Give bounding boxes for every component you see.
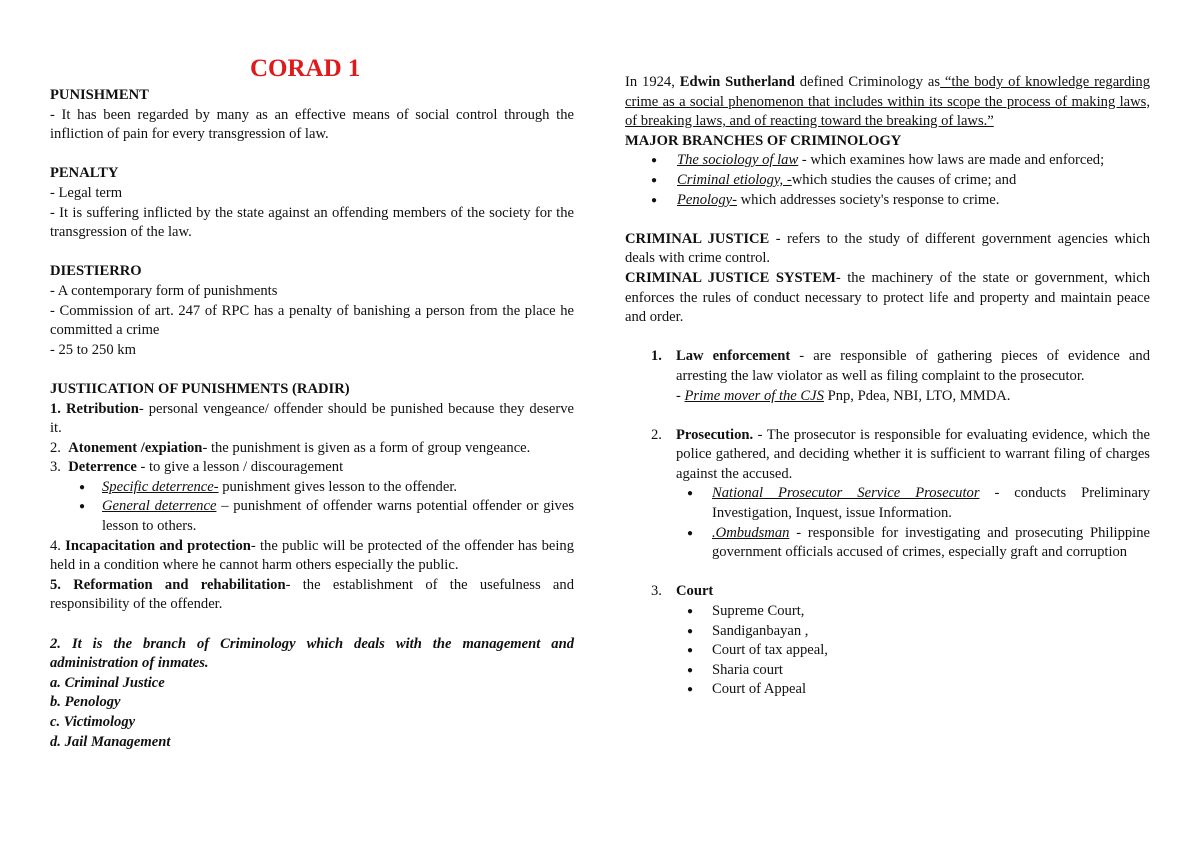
list-item: ● Court of Appeal: [625, 680, 1150, 700]
list-item: ● General deterrence – punishment of offender warns potential offender or gives lesson to others.: [50, 497, 574, 536]
diestierro-line-3: - 25 to 250 km: [50, 341, 136, 358]
justification-item-3: 3. Deterrence - to give a lesson / discouragement: [50, 459, 344, 476]
punishment-heading: PUNISHMENT: [50, 87, 149, 103]
justification-item-4: 4. Incapacitation and protection- the public will be protected of the offender has being held in a condition where he cannot harm others especially the public.: [50, 537, 574, 574]
list-item: ● Specific deterrence- punishment gives lesson to the offender.: [50, 478, 574, 498]
court-list: [625, 602, 1150, 700]
penalty-line-1: - Legal term: [50, 184, 123, 201]
prosecution-list: [625, 484, 1150, 562]
diestierro-line-1: - A contemporary form of punishments: [50, 282, 278, 299]
list-item: ● National Prosecutor Service Prosecutor - conducts Preliminary Investigation, Inquest, issue Information.: [625, 484, 1150, 523]
list-item: ● Criminal etiology, -which studies the causes of crime; and: [625, 171, 1150, 191]
justification-item-5: 5. Reformation and rehabilitation- the establishment of the usefulness and responsibility of the offender.: [50, 576, 575, 613]
pillar-3: 3. Court: [651, 583, 714, 600]
branches-list: [625, 151, 1150, 210]
criminal-justice-paragraph: CRIMINAL JUSTICE - refers to the study of different government agencies which deals with crime control.: [625, 230, 1150, 267]
question-option-c: c. Victimology: [50, 714, 136, 730]
right-column: [625, 73, 1150, 700]
list-item: ● Sharia court: [625, 661, 1150, 681]
diestierro-heading: DIESTIERRO: [50, 263, 142, 280]
question-option-a: a. Criminal Justice: [50, 674, 165, 691]
list-item: ● Sandiganbayan ,: [625, 622, 1150, 642]
left-column: [50, 86, 574, 752]
pillar-1-sub: - Prime mover of the CJS Pnp, Pdea, NBI, LTO, MMDA.: [676, 387, 1011, 404]
list-item: ● The sociology of law - which examines how laws are made and enforced;: [625, 151, 1150, 171]
list-item: ● Supreme Court,: [625, 602, 1150, 622]
cjs-paragraph: CRIMINAL JUSTICE SYSTEM- the machinery of the state or government, which enforces the rules of conduct necessary to protect life and property and maintain peace and order.: [625, 269, 1150, 326]
penalty-line-2: - It is suffering inflicted by the state against an offending members of the society for the transgression of the law.: [50, 204, 574, 241]
question-option-d: d. Jail Management: [50, 733, 171, 750]
list-item: ● .Ombudsman - responsible for investigating and prosecuting Philippine government officials accused of crimes, especially graft and corruption: [625, 524, 1150, 563]
question-option-b: b. Penology: [50, 694, 121, 711]
deterrence-list: [50, 478, 574, 537]
list-item: ● Court of tax appeal,: [625, 641, 1150, 661]
intro-paragraph: In 1924, Edwin Sutherland defined Criminology as “the body of knowledge regarding crime as a social phenomenon that includes within its scope the process of making laws, of breaking laws, and of reacting toward the breaking of laws.”: [625, 74, 1150, 130]
page-title: CORAD 1: [250, 55, 361, 82]
list-item: ● Penology- which addresses society's response to crime.: [625, 191, 1150, 211]
justification-item-1: 1. Retribution- personal vengeance/ offender should be punished because they deserve it.: [50, 400, 574, 437]
justification-item-2: 2. Atonement /expiation- the punishment is given as a form of group vengeance.: [50, 439, 531, 456]
pillar-1: 1. Law enforcement - are responsible of gathering pieces of evidence and arresting the law violator as well as filing complaint to the prosecutor. - Prime mover of the CJS Pnp, Pdea, NBI, LTO, MMDA.: [625, 347, 1150, 406]
question-text: 2. It is the branch of Criminology which deals with the management and administration of inmates.: [50, 635, 574, 672]
pillar-2: 2. Prosecution. - The prosecutor is responsible for evaluating evidence, which the police gathered, and deciding whether it is sufficient to warrant filing of charges against the accused.: [651, 426, 1150, 482]
diestierro-line-2: - Commission of art. 247 of RPC has a penalty of banishing a person from the place he committed a crime: [50, 302, 574, 339]
penalty-heading: PENALTY: [50, 165, 119, 182]
punishment-text: - It has been regarded by many as an effective means of social control through the infliction of pain for every transgression of law.: [50, 106, 574, 143]
justification-heading: JUSTIICATION OF PUNISHMENTS (RADIR): [50, 380, 350, 397]
branches-heading: MAJOR BRANCHES OF CRIMINOLOGY: [625, 132, 902, 149]
